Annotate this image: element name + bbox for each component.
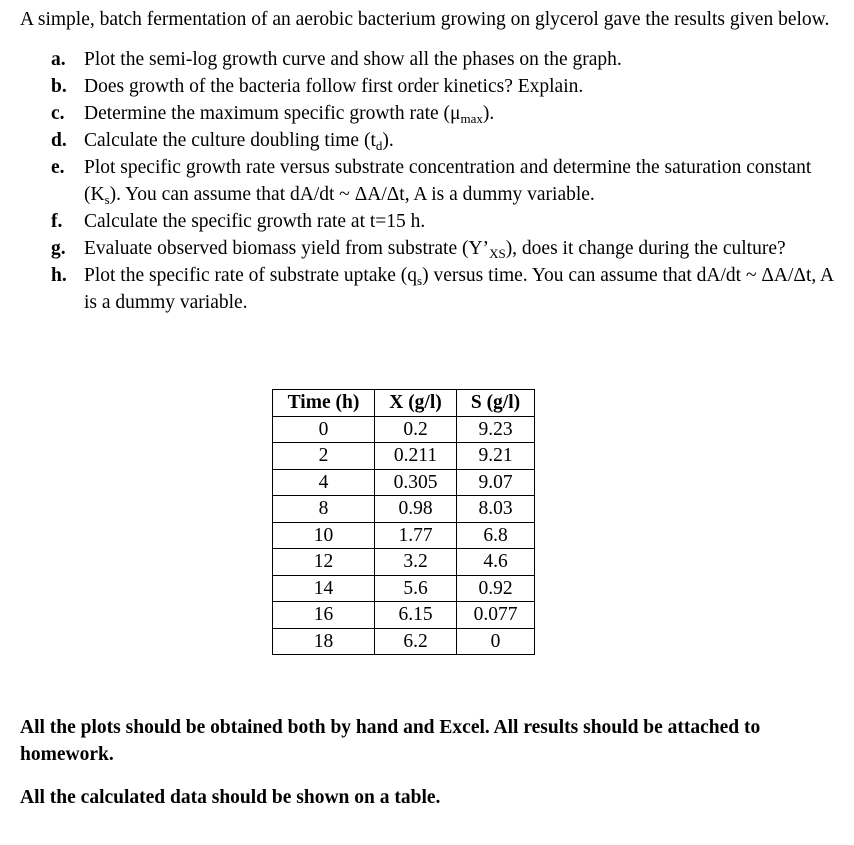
table-row <box>273 602 535 629</box>
intro-paragraph: A simple, batch fermentation of an aerobic bacterium growing on glycerol gave the results given below. <box>20 9 830 30</box>
cell-biomass: 0.98 <box>375 496 457 523</box>
fermentation-data-table-wrapper <box>272 389 535 655</box>
subscript: s <box>417 273 423 288</box>
question-text <box>84 130 394 151</box>
header-biomass: X (g/l) <box>375 390 457 417</box>
question-d <box>20 127 840 154</box>
question-text <box>84 157 811 205</box>
table-row <box>273 628 535 655</box>
table-row <box>273 443 535 470</box>
cell-biomass: 3.2 <box>375 549 457 576</box>
header-substrate: S (g/l) <box>457 390 535 417</box>
assignment-page <box>20 6 840 316</box>
cell-time: 8 <box>273 496 375 523</box>
cell-substrate: 9.23 <box>457 416 535 443</box>
cell-time: 12 <box>273 549 375 576</box>
subscript: XS <box>489 246 506 261</box>
cell-time: 0 <box>273 416 375 443</box>
question-letter: a. <box>51 49 66 70</box>
header-time: Time (h) <box>273 390 375 417</box>
cell-biomass: 0.2 <box>375 416 457 443</box>
cell-time: 16 <box>273 602 375 629</box>
cell-substrate: 0.077 <box>457 602 535 629</box>
question-letter: h. <box>51 265 67 286</box>
question-text-post: ). <box>482 103 495 124</box>
cell-substrate: 0 <box>457 628 535 655</box>
question-letter: d. <box>51 130 67 151</box>
cell-time: 2 <box>273 443 375 470</box>
question-text <box>84 238 786 259</box>
table-row <box>273 469 535 496</box>
question-text: Plot the semi-log growth curve and show all the phases on the graph. <box>84 49 622 70</box>
cell-time: 10 <box>273 522 375 549</box>
question-text-pre: Plot the specific rate of substrate uptake (q <box>84 265 418 286</box>
question-e <box>20 154 840 208</box>
question-h <box>20 262 840 316</box>
cell-biomass: 6.15 <box>375 602 457 629</box>
table-row <box>273 549 535 576</box>
cell-time: 18 <box>273 628 375 655</box>
question-g <box>20 235 840 262</box>
question-letter: g. <box>51 238 66 259</box>
cell-substrate: 6.8 <box>457 522 535 549</box>
question-text-pre: Determine the maximum specific growth rate (μ <box>84 103 461 124</box>
question-c <box>20 100 840 127</box>
question-text-pre: Evaluate observed biomass yield from substrate (Y’ <box>84 238 490 259</box>
cell-biomass: 1.77 <box>375 522 457 549</box>
plots-instruction: All the plots should be obtained both by hand and Excel. All results should be attached to homework. <box>20 717 761 765</box>
cell-substrate: 9.21 <box>457 443 535 470</box>
table-row <box>273 416 535 443</box>
subscript: s <box>104 192 110 207</box>
question-letter: e. <box>51 157 65 178</box>
cell-biomass: 5.6 <box>375 575 457 602</box>
cell-biomass: 0.211 <box>375 443 457 470</box>
question-list <box>20 46 840 316</box>
cell-biomass: 6.2 <box>375 628 457 655</box>
table-row <box>273 496 535 523</box>
subscript: d <box>375 138 383 153</box>
fermentation-data-table <box>272 389 535 655</box>
question-letter: f. <box>51 211 63 232</box>
question-text-post: ). You can assume that dA/dt ~ ΔA/Δt, A is a dummy variable. <box>109 184 595 205</box>
table-row <box>273 575 535 602</box>
cell-substrate: 8.03 <box>457 496 535 523</box>
question-text-pre: Plot specific growth rate versus substrate concentration and determine the saturation constant (K <box>84 157 812 205</box>
cell-substrate: 0.92 <box>457 575 535 602</box>
question-text <box>84 103 494 124</box>
calculated-data-instruction: All the calculated data should be shown on a table. <box>20 787 441 808</box>
question-text: Does growth of the bacteria follow first order kinetics? Explain. <box>84 76 584 97</box>
cell-time: 14 <box>273 575 375 602</box>
cell-biomass: 0.305 <box>375 469 457 496</box>
question-b <box>20 73 840 100</box>
table-header-row <box>273 390 535 417</box>
cell-time: 4 <box>273 469 375 496</box>
table-row <box>273 522 535 549</box>
question-letter: c. <box>51 103 65 124</box>
cell-substrate: 4.6 <box>457 549 535 576</box>
question-text <box>84 265 833 313</box>
question-letter: b. <box>51 76 67 97</box>
question-text-pre: Calculate the culture doubling time (t <box>84 130 376 151</box>
subscript: max <box>460 111 483 126</box>
question-a <box>20 46 840 73</box>
cell-substrate: 9.07 <box>457 469 535 496</box>
question-text-post: ) versus time. You can assume that dA/dt ~ ΔA/Δt, A is a dummy variable. <box>84 265 834 313</box>
question-text-post: ). <box>382 130 394 151</box>
question-f <box>20 208 840 235</box>
question-text-post: ), does it change during the culture? <box>505 238 786 259</box>
question-text: Calculate the specific growth rate at t=15 h. <box>84 211 426 232</box>
